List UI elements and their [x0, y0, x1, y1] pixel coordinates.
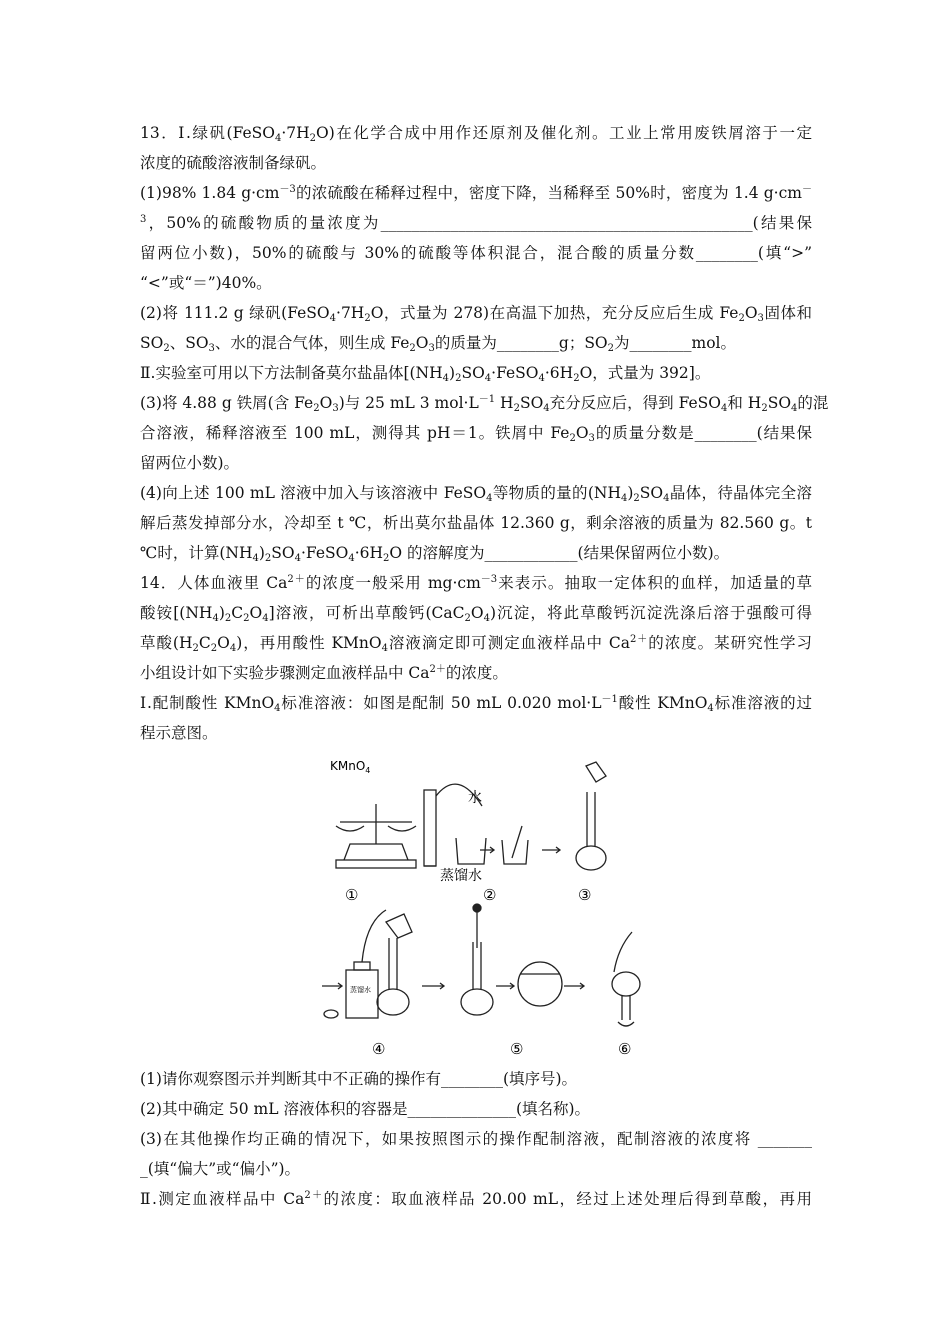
q13-line-1: 13．Ⅰ.绿矾$(FeSO_4\cdot 7H_2O)$在化学合成中用作还原剂及催化剂。工业上常用废铁屑溶于一定: [140, 124, 812, 144]
q13-part1-line-3: 留两位小数)，50%的硫酸与 30%的硫酸等体积混合，混合酸的质量分数________(填“>”: [140, 244, 812, 262]
q14-question-1: (1)请你观察图示并判断其中不正确的操作有________(填序号)。: [140, 1070, 578, 1088]
q13-part4-line-2: 解后蒸发掉部分水，冷却至 t ℃，析出莫尔盐晶体 12.360 g，剩余溶液的质量为 82.560 g。t: [140, 514, 812, 532]
shaking-flask-icon: [612, 932, 640, 1026]
arrow-icon: [496, 983, 514, 989]
q13-part3-line-2: 合溶液，稀释溶液至 100 mL，测得其 pH＝1。铁屑中 $Fe_2O_3$的质量分数是________(结果保: [140, 424, 812, 444]
q14-section1-line-2: 程示意图。: [140, 724, 218, 742]
beaker-icon: [456, 826, 528, 864]
arrow-icon: [542, 847, 560, 853]
distilled-water-label: 蒸馏水: [440, 868, 482, 884]
q13-line-2: 浓度的硫酸溶液制备绿矾。: [140, 154, 327, 172]
q14-line-4: 小组设计如下实验步骤测定血液样品中 $Ca^{2+}$的浓度。: [140, 664, 508, 682]
magnifier-view-icon: [518, 962, 562, 1006]
dropper-flask-icon: [461, 904, 493, 1015]
figure-drawing: [140, 752, 812, 1058]
q14-question-3-line-1: (3)在其他操作均正确的情况下，如果按照图示的操作配制溶液，配制溶液的浓度将 _______: [140, 1130, 812, 1148]
q13-part1-line-4: “<”或“＝”)40%。: [140, 274, 272, 292]
step-label-4: ④: [372, 1040, 386, 1058]
q13-part4-line-3: ℃时，计算$(NH_4)_2SO_4\cdot FeSO_4\cdot 6H_2O$ 的溶解度为____________(结果保留两位小数)。: [140, 544, 730, 564]
step-label-6: ⑥: [618, 1040, 632, 1058]
q14-line-1: 14．人体血液里 $Ca^{2+}$的浓度一般采用 $mg\cdot cm^{-3}$来表示。抽取一定体积的血样，加适量的草: [140, 574, 812, 592]
q13-part3-line-1: (3)将 4.88 g 铁屑(含 $Fe_2O_3$)与 25 mL 3 $mol\cdot L^{-1}$ $H_2SO_4$充分反应后，得到 FeSO$_4$和 $H_2SO_4$的混: [140, 394, 829, 414]
q13-part1-line-2: $^3$，50%的硫酸物质的量浓度为________________________________________________(结果保: [140, 214, 812, 232]
step-label-3: ③: [578, 886, 592, 904]
arrow-icon: [480, 847, 494, 853]
q13-part4-line-1: (4)向上述 100 mL 溶液中加入与该溶液中 FeSO$_4$等物质的量的$(NH_4)_2SO_4$晶体，待晶体完全溶: [140, 484, 812, 504]
volumetric-flask-icon: [377, 914, 412, 1015]
volumetric-flask-icon: [576, 762, 606, 870]
q14-question-3-line-2: _(填“偏大”或“偏小”)。: [140, 1160, 301, 1178]
q14-section2-line-1: Ⅱ.测定血液样品中 $Ca^{2+}$的浓度：取血液样品 20.00 mL，经过上述处理后得到草酸，再用: [140, 1190, 812, 1208]
arrow-icon: [322, 983, 342, 989]
q13-part1-line-1: (1)98% 1.84 $g\cdot cm^{-3}$的浓硫酸在稀释过程中，密度下降，当稀释至 50%时，密度为 1.4 g·cm－: [140, 184, 812, 202]
balance-scale-icon: [336, 804, 416, 868]
step-label-5: ⑤: [510, 1040, 524, 1058]
solution-preparation-figure: [140, 752, 812, 1058]
arrow-icon: [564, 983, 584, 989]
water-label: 水: [468, 790, 482, 806]
q13-section2-heading: Ⅱ.实验室可用以下方法制备莫尔盐晶体[$(NH_4)_2SO_4\cdot FeSO_4\cdot 6H_2O$，式量为 392]。: [140, 364, 711, 384]
q13-part2-line-2: $SO_2$、$SO_3$、水的混合气体，则生成 $Fe_2O_3$的质量为________g；$SO_2$为________mol。: [140, 334, 737, 354]
step-label-2: ②: [483, 886, 497, 904]
document-page: [140, 118, 829, 1214]
q14-question-2: (2)其中确定 50 mL 溶液体积的容器是______________(填名称)。: [140, 1100, 591, 1118]
bottle-label: 蒸馏水: [350, 986, 371, 994]
step-label-1: ①: [345, 886, 359, 904]
arrow-icon: [422, 983, 444, 989]
q14-line-3: 草酸$(H_2C_2O_4)$，再用酸性 KMnO$_4$溶液滴定即可测定血液样品中 $Ca^{2+}$的浓度。某研究性学习: [140, 634, 812, 654]
q13-part3-line-3: 留两位小数)。: [140, 454, 240, 472]
q14-line-2: 酸铵$[(NH_4)_2C_2O_4]$溶液，可析出草酸钙$(CaC_2O_4)$沉淀，将此草酸钙沉淀洗涤后溶于强酸可得: [140, 604, 812, 624]
q13-part2-line-1: (2)将 111.2 g 绿矾($FeSO_4\cdot 7H_2O$，式量为 278)在高温下加热，充分反应后生成 $Fe_2O_3$固体和: [140, 304, 812, 324]
q14-section1-line-1: Ⅰ.配制酸性 KMnO$_4$标准溶液：如图是配制 50 mL 0.020 $mol\cdot L^{-1}$酸性 KMnO$_4$标准溶液的过: [140, 694, 812, 714]
kmno4-label: KMnO$_4$: [330, 759, 371, 775]
